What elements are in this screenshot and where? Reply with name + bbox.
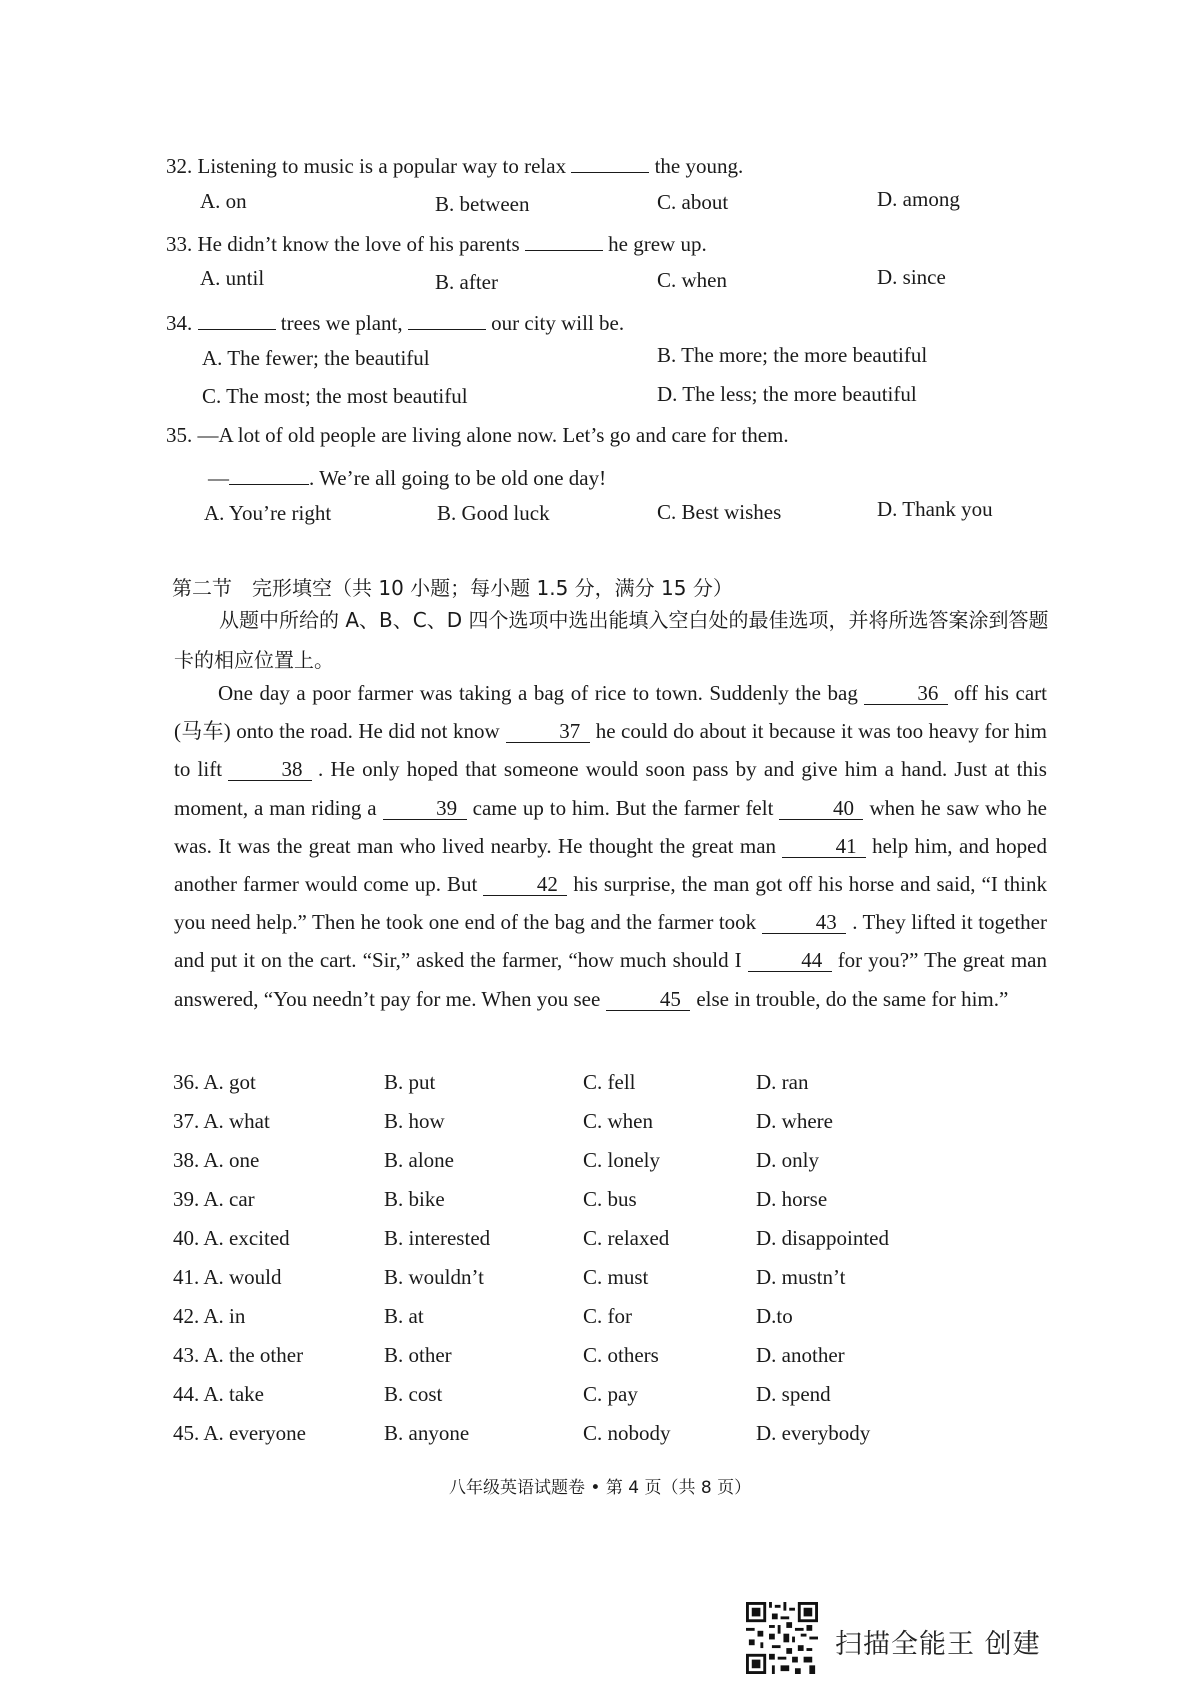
question-32-stem: 32. Listening to music is a popular way to relax the young. [166,150,743,179]
blank-41: 41 [782,835,866,858]
choice-41-c: C. must [583,1265,649,1289]
question-35-line2: — . We’re all going to be old one day! [208,462,606,491]
choice-45-b: B. anyone [384,1421,470,1445]
choice-40-c: C. relaxed [583,1226,670,1250]
answer-blank [408,307,486,330]
choice-42-a: 42. A. in [173,1304,246,1328]
option-d: D. among [877,187,960,211]
choice-43-b: B. other [384,1343,452,1367]
qr-code-icon [746,1602,818,1674]
choice-36-a: 36. A. got [173,1070,256,1094]
option-a: A. You’re right [204,501,332,525]
page-footer: 八年级英语试题卷 • 第 4 页（共 8 页） [449,1478,752,1498]
choice-36-d: D. ran [756,1070,809,1094]
option-c: C. when [657,268,727,292]
answer-blank [571,150,649,173]
choice-42-c: C. for [583,1304,632,1328]
option-d: D. The less; the more beautiful [657,382,917,406]
blank-45: 45 [606,988,690,1011]
blank-44: 44 [748,949,832,972]
section-instruction: 从题中所给的 A、B、C、D 四个选项中选出能填入空白处的最佳选项，并将所选答案涂到答题卡的相应位置上。 [174,608,1049,672]
choice-36-c: C. fell [583,1070,636,1094]
option-d: D. Thank you [877,497,993,521]
option-a: A. The fewer; the beautiful [202,346,430,370]
option-d: D. since [877,265,946,289]
choice-45-d: D. everybody [756,1421,871,1445]
option-b: B. The more; the more beautiful [657,343,928,367]
choice-40-a: 40. A. excited [173,1226,290,1250]
choice-39-b: B. bike [384,1187,445,1211]
option-c: C. The most; the most beautiful [202,384,468,408]
question-35-line1: 35. —A lot of old people are living alone now. Let’s go and care for them. [166,423,789,447]
choice-38-c: C. lonely [583,1148,660,1172]
choice-44-d: D. spend [756,1382,831,1406]
blank-38: 38 [228,758,312,781]
cloze-passage: One day a poor farmer was taking a bag of rice to town. Suddenly the bag 36 off his cart (马车) onto the road. He did not know 37 he could do about it because it was too heavy for him to lift 38 . He only hoped that someone would soon pass by and give him a hand. Just at this moment, a man riding a 39 came up to him. But the farmer felt 40 when he saw who he was. It was the great man who lived nearby. He thought the great man 41 help him, and hoped another farmer would come up. But 42 his surprise, the man got off his horse and said, “I think you need help.” Then he took one end of the bag and the farmer took 43 . They lifted it together and put it on the cart. “Sir,” asked the farmer, “how much should I 44 for you?” The great man answered, “You needn’t pay for me. When you see 45 else in trouble, do the same for him.” [174,681,1048,1011]
choice-42-b: B. at [384,1304,424,1328]
blank-42: 42 [483,873,567,896]
section-title: 第二节 完形填空（共 10 小题；每小题 1.5 分，满分 15 分） [172,576,733,600]
answer-blank [525,228,603,251]
option-b: B. Good luck [437,501,550,525]
choice-41-a: 41. A. would [173,1265,282,1289]
option-c: C. about [657,190,729,214]
choice-43-a: 43. A. the other [173,1343,304,1367]
blank-40: 40 [779,797,863,820]
choice-38-d: D. only [756,1148,819,1172]
blank-37: 37 [506,720,590,743]
choice-38-b: B. alone [384,1148,454,1172]
watermark-text: 扫描全能王 创建 [835,1629,1041,1660]
choice-43-c: C. others [583,1343,659,1367]
choice-43-d: D. another [756,1343,845,1367]
choice-44-b: B. cost [384,1382,443,1406]
choice-39-c: C. bus [583,1187,637,1211]
choice-40-b: B. interested [384,1226,491,1250]
option-b: B. after [435,270,498,294]
option-a: A. until [200,266,265,290]
option-c: C. Best wishes [657,500,782,524]
choice-37-a: 37. A. what [173,1109,270,1133]
blank-39: 39 [383,797,467,820]
choice-44-a: 44. A. take [173,1382,264,1406]
question-34-stem: 34. trees we plant, our city will be. [166,307,624,336]
choice-41-d: D. mustn’t [756,1265,846,1289]
question-33-stem: 33. He didn’t know the love of his parents he grew up. [166,228,707,257]
choice-45-a: 45. A. everyone [173,1421,306,1445]
choice-44-c: C. pay [583,1382,638,1406]
answer-blank [198,307,276,330]
choice-42-d: D.to [756,1304,793,1328]
choice-38-a: 38. A. one [173,1148,260,1172]
choice-41-b: B. wouldn’t [384,1265,484,1289]
option-b: B. between [435,192,530,216]
choice-45-c: C. nobody [583,1421,671,1445]
choice-39-d: D. horse [756,1187,828,1211]
choice-37-c: C. when [583,1109,653,1133]
option-a: A. on [200,189,247,213]
choice-37-b: B. how [384,1109,445,1133]
blank-36: 36 [864,682,948,705]
choice-36-b: B. put [384,1070,436,1094]
choice-37-d: D. where [756,1109,833,1133]
choice-40-d: D. disappointed [756,1226,889,1250]
blank-43: 43 [762,911,846,934]
answer-blank [229,462,309,485]
choice-39-a: 39. A. car [173,1187,255,1211]
